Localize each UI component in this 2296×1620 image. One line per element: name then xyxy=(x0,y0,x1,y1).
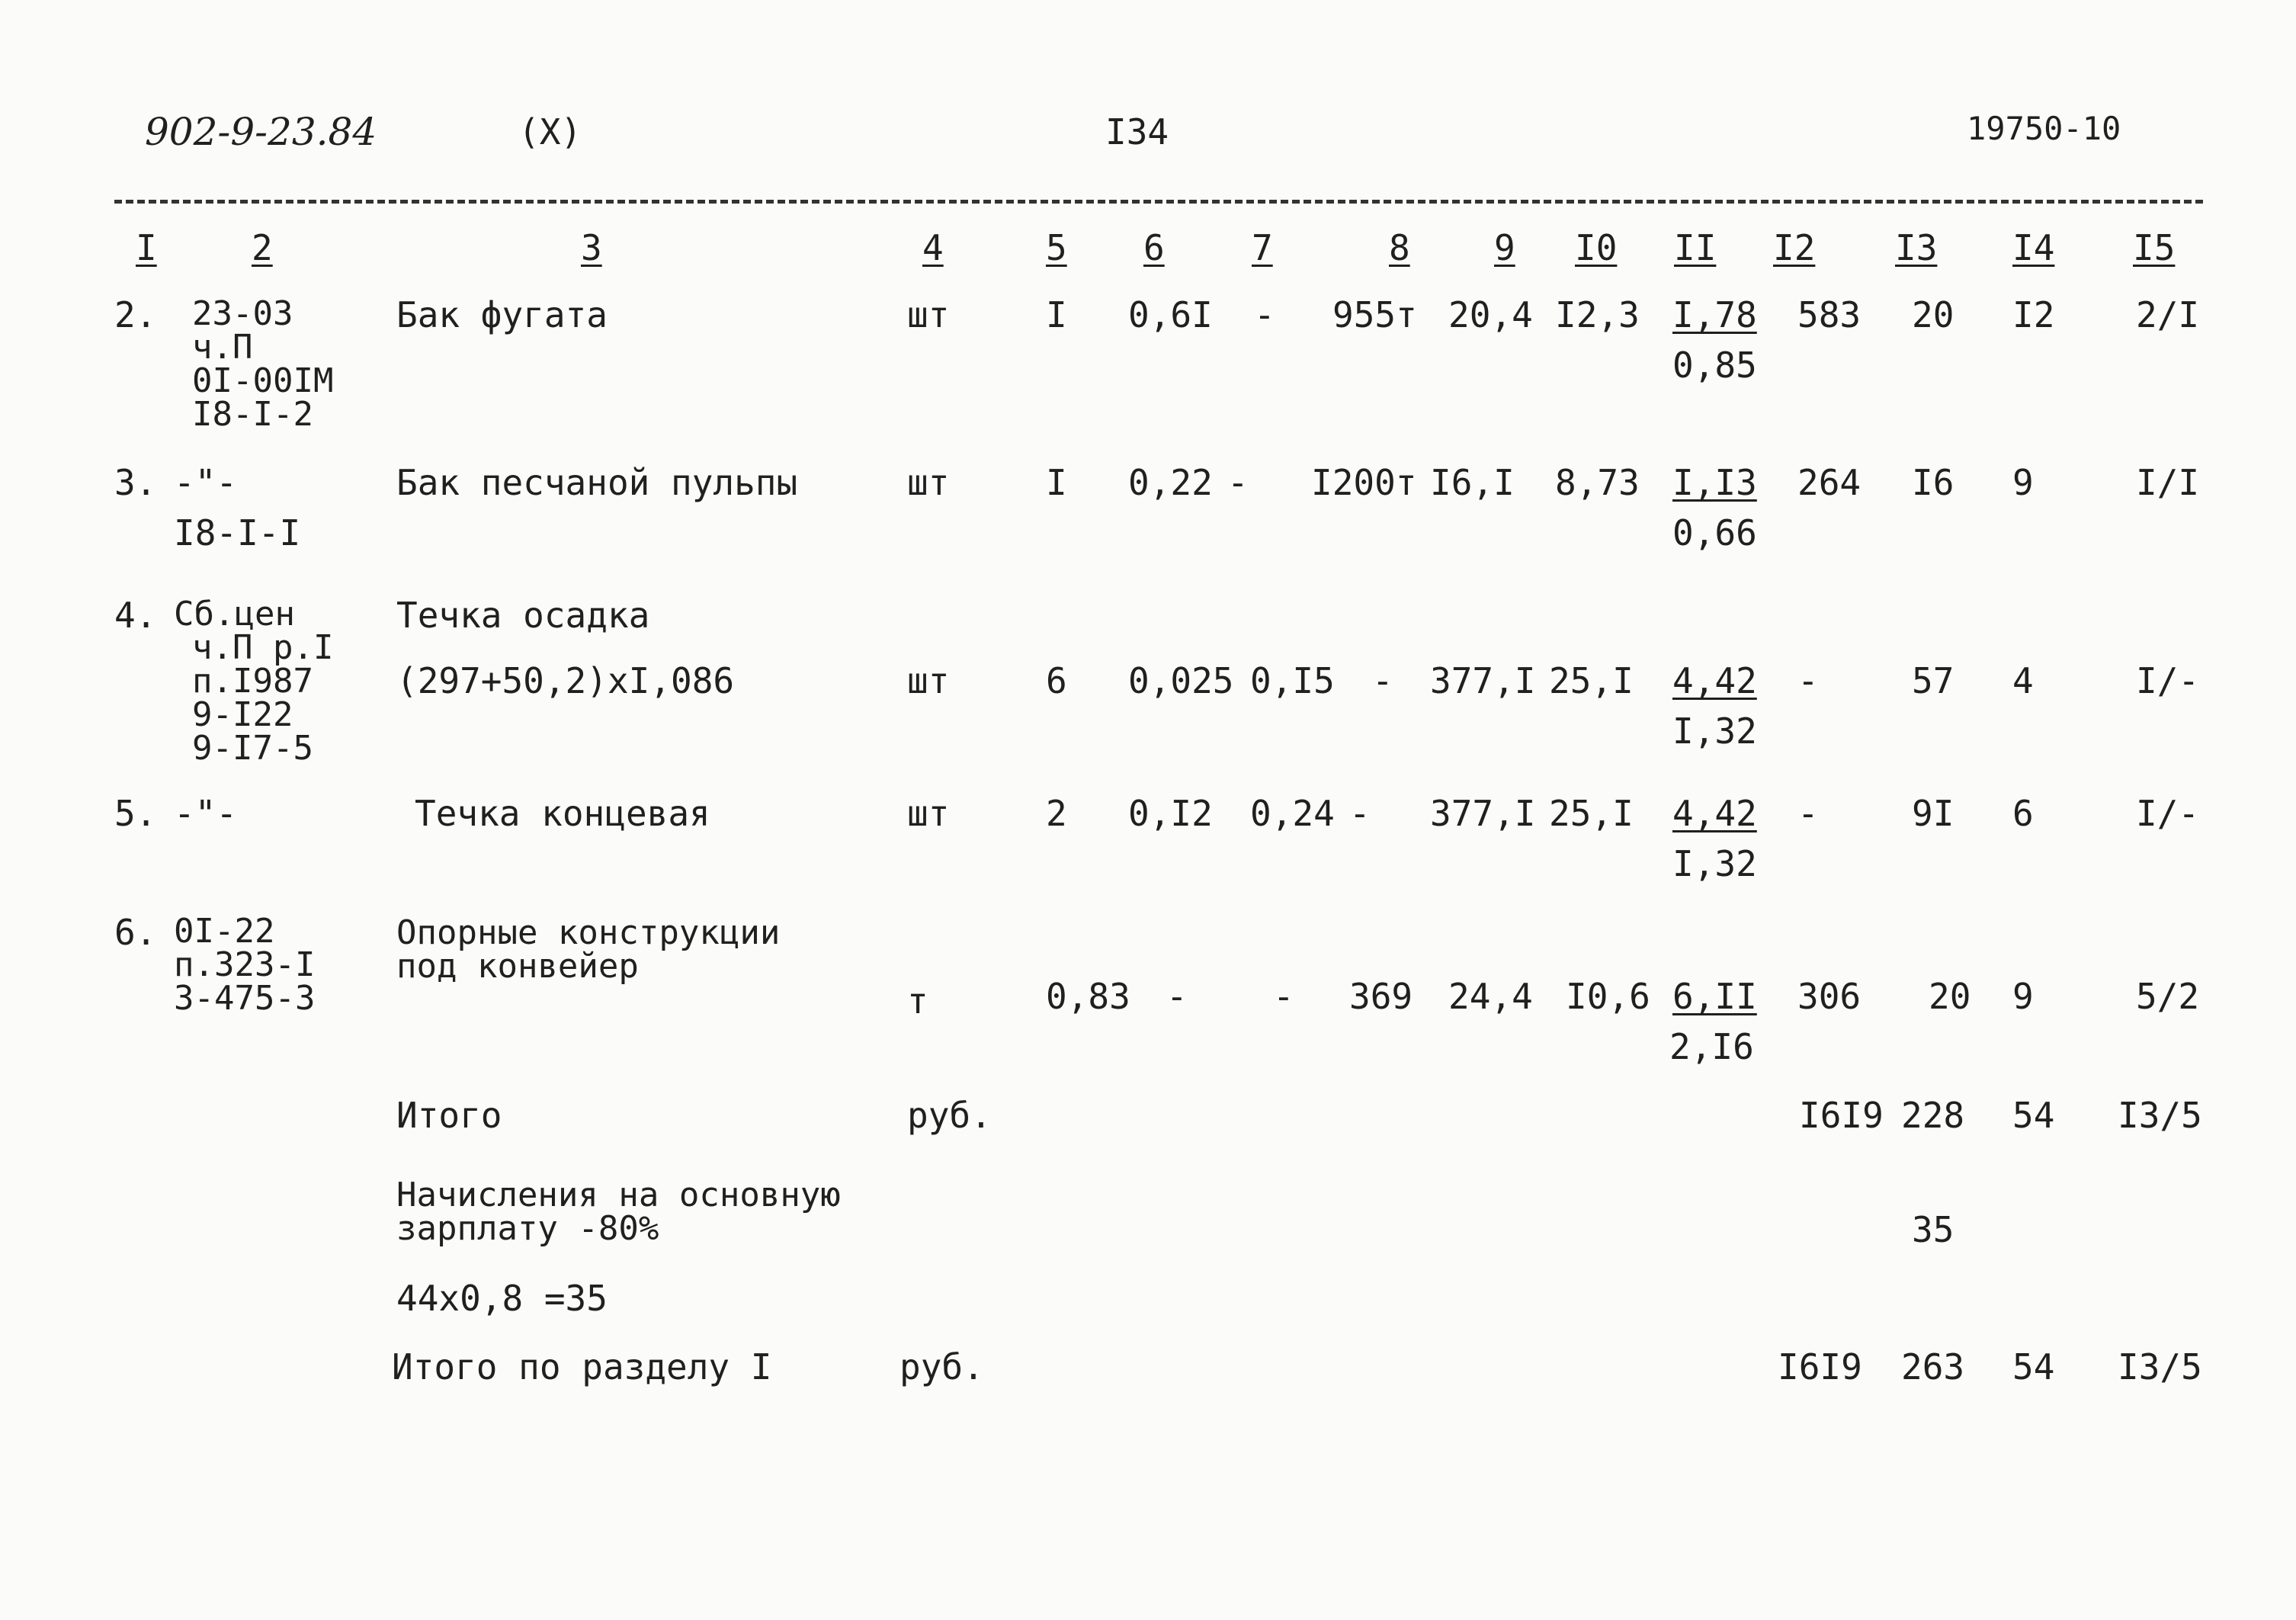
document-code: 902-9-23.84 xyxy=(145,110,377,154)
total-unit: руб. xyxy=(907,1095,992,1136)
total-label: Итого xyxy=(396,1095,502,1136)
cell: I3/5 xyxy=(2118,1346,2202,1387)
cell-fraction-top: 4,42 xyxy=(1672,660,1757,701)
cell: 0,6I xyxy=(1128,294,1213,335)
row-code-line: п.I987 xyxy=(192,662,313,701)
document-number: 19750-10 xyxy=(1967,110,2121,147)
row-number: 5. xyxy=(114,793,157,834)
cell: - xyxy=(1273,976,1294,1017)
col-header: 8 xyxy=(1389,227,1410,268)
col-header: 3 xyxy=(581,227,602,268)
cell: I2,3 xyxy=(1555,294,1640,335)
cell: I/I xyxy=(2136,462,2200,503)
cell: 2 xyxy=(1046,793,1067,834)
row-unit: шт xyxy=(907,793,950,834)
cell-fraction-bottom: 0,85 xyxy=(1672,345,1757,386)
cell: 24,4 xyxy=(1448,976,1533,1017)
cell: 955т xyxy=(1332,294,1417,335)
row-number: 2. xyxy=(114,294,157,335)
row-code-line: 0I-22 xyxy=(174,912,275,951)
cell: - xyxy=(1166,976,1188,1017)
cell: 2/I xyxy=(2136,294,2200,335)
cell: 583 xyxy=(1797,294,1861,335)
col-header: II xyxy=(1674,227,1717,268)
cell: 264 xyxy=(1797,462,1861,503)
row-code-line: 0I-00IM xyxy=(192,361,334,400)
cell: I6I9 xyxy=(1799,1095,1884,1136)
row-formula: (297+50,2)xI,086 xyxy=(396,660,735,701)
row-number: 4. xyxy=(114,595,157,636)
page-number: I34 xyxy=(1105,111,1169,152)
cell: 4 xyxy=(2012,660,2034,701)
cell: 35 xyxy=(1912,1209,1954,1250)
col-header: 9 xyxy=(1494,227,1515,268)
cell: 6 xyxy=(1046,660,1067,701)
row-code-line: 3-475-3 xyxy=(174,979,316,1018)
cell: 369 xyxy=(1349,976,1413,1017)
cell: 6 xyxy=(2012,793,2034,834)
cell-fraction-bottom: I,32 xyxy=(1672,843,1757,884)
row-code-line: 9-I7-5 xyxy=(192,729,313,768)
cell: 20,4 xyxy=(1448,294,1533,335)
cell: - xyxy=(1797,793,1819,834)
col-header: I5 xyxy=(2133,227,2176,268)
row-number: 6. xyxy=(114,912,157,953)
row-name: под конвейер xyxy=(396,947,639,986)
cell: I xyxy=(1046,462,1067,503)
row-code-line: 9-I22 xyxy=(192,695,293,734)
accrual-label: зарплату -80% xyxy=(396,1209,659,1248)
cell: 0,83 xyxy=(1046,976,1130,1017)
col-header: 2 xyxy=(252,227,273,268)
cell-fraction-top: 6,II xyxy=(1672,976,1757,1017)
cell: I3/5 xyxy=(2118,1095,2202,1136)
cell: I6 xyxy=(1912,462,1954,503)
cell: 25,I xyxy=(1549,660,1634,701)
cell: I6I9 xyxy=(1778,1346,1862,1387)
accrual-label: Начисления на основную xyxy=(396,1176,841,1214)
cell: 5/2 xyxy=(2136,976,2200,1017)
document-mark: (X) xyxy=(518,111,582,152)
row-name: Опорные конструкции xyxy=(396,913,781,952)
cell: 9 xyxy=(2012,462,2034,503)
row-code-line: Сб.цен xyxy=(174,595,295,634)
col-header: 7 xyxy=(1252,227,1273,268)
cell: 25,I xyxy=(1549,793,1634,834)
cell-fraction-top: 4,42 xyxy=(1672,793,1757,834)
cell: 0,24 xyxy=(1250,793,1335,834)
cell: 9I xyxy=(1912,793,1954,834)
row-name: Бак песчаной пульпы xyxy=(396,462,798,503)
row-code-line: п.323-I xyxy=(174,945,316,984)
row-unit: шт xyxy=(907,294,950,335)
cell-fraction-bottom: 2,I6 xyxy=(1669,1026,1754,1067)
row-code-line: 23-03 xyxy=(192,294,293,333)
cell: 8,73 xyxy=(1555,462,1640,503)
cell: - xyxy=(1797,660,1819,701)
cell: I0,6 xyxy=(1566,976,1650,1017)
cell: 54 xyxy=(2012,1095,2055,1136)
col-header: I4 xyxy=(2012,227,2055,268)
cell: I xyxy=(1046,294,1067,335)
cell: - xyxy=(1227,462,1249,503)
row-code-line: -"- xyxy=(174,793,238,834)
row-code-line: I8-I-2 xyxy=(192,395,313,434)
cell: I6,I xyxy=(1430,462,1515,503)
cell: I/- xyxy=(2136,660,2200,701)
cell-fraction-top: I,78 xyxy=(1672,294,1757,335)
cell: 0,025 xyxy=(1128,660,1234,701)
col-header: I3 xyxy=(1895,227,1938,268)
section-total-label: Итого по разделу I xyxy=(392,1346,772,1387)
row-unit: шт xyxy=(907,462,950,503)
col-header: I xyxy=(136,227,157,268)
cell-fraction-bottom: 0,66 xyxy=(1672,512,1757,553)
cell: 20 xyxy=(1912,294,1954,335)
row-unit: т xyxy=(907,980,928,1022)
section-total-unit: руб. xyxy=(899,1346,984,1387)
cell: 57 xyxy=(1912,660,1954,701)
row-name: Течка осадка xyxy=(396,595,650,636)
cell: I2 xyxy=(2012,294,2055,335)
col-header: 6 xyxy=(1143,227,1165,268)
cell: 306 xyxy=(1797,976,1861,1017)
cell: 0,I2 xyxy=(1128,793,1213,834)
top-dashed-rule xyxy=(114,200,2203,204)
col-header: I2 xyxy=(1773,227,1816,268)
cell: 263 xyxy=(1901,1346,1965,1387)
row-code-line: ч.П xyxy=(192,328,253,367)
row-name: Бак фугата xyxy=(396,294,608,335)
row-unit: шт xyxy=(907,660,950,701)
cell: 54 xyxy=(2012,1346,2055,1387)
cell-fraction-top: I,I3 xyxy=(1672,462,1757,503)
cell: 0,22 xyxy=(1128,462,1213,503)
cell: - xyxy=(1254,294,1275,335)
cell: I/- xyxy=(2136,793,2200,834)
cell: 228 xyxy=(1901,1095,1965,1136)
row-code-line: ч.П р.I xyxy=(192,628,334,667)
cell: I200т xyxy=(1311,462,1417,503)
cell: - xyxy=(1372,660,1393,701)
cell: 9 xyxy=(2012,976,2034,1017)
cell: 0,I5 xyxy=(1250,660,1335,701)
cell: - xyxy=(1349,793,1371,834)
cell: 377,I xyxy=(1430,793,1536,834)
row-number: 3. xyxy=(114,462,157,503)
col-header: 4 xyxy=(922,227,944,268)
row-code-line: I8-I-I xyxy=(174,512,301,553)
row-name: Течка концевая xyxy=(415,793,710,834)
col-header: 5 xyxy=(1046,227,1067,268)
cell: 377,I xyxy=(1430,660,1536,701)
cell: 20 xyxy=(1929,976,1971,1017)
row-code-line: -"- xyxy=(174,462,238,503)
accrual-calculation: 44x0,8 =35 xyxy=(396,1278,608,1319)
cell-fraction-bottom: I,32 xyxy=(1672,711,1757,752)
col-header: I0 xyxy=(1575,227,1618,268)
